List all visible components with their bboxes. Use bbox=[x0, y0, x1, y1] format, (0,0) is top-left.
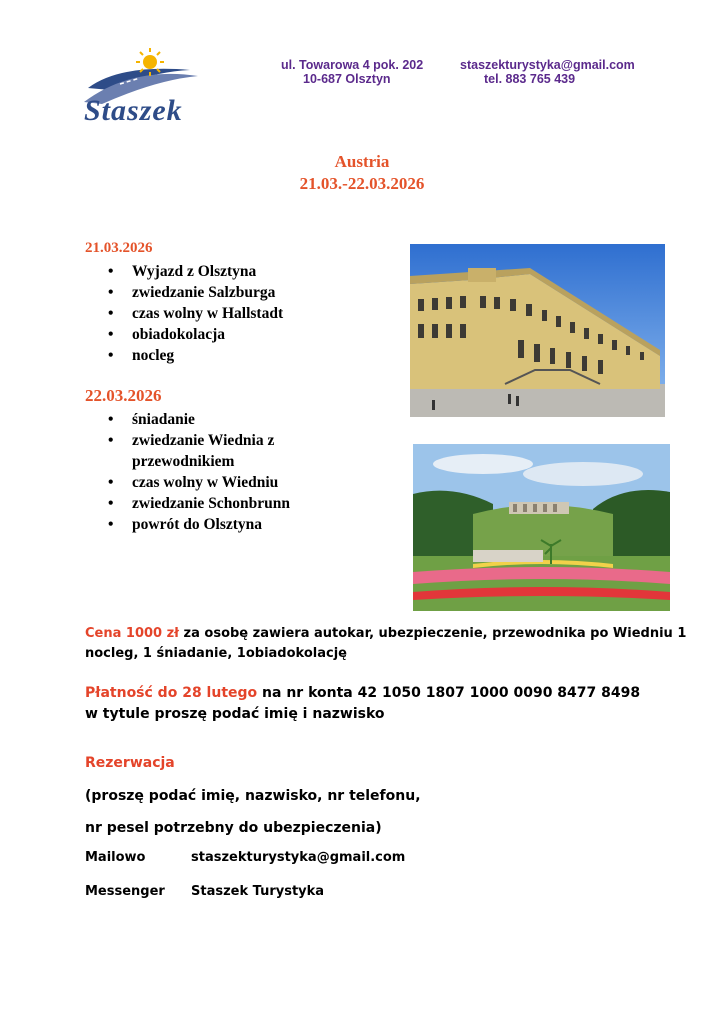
payment-account: na nr konta 42 1050 1807 1000 0090 8477 8498 bbox=[257, 685, 641, 701]
list-item: • czas wolny w Wiedniu bbox=[108, 472, 308, 493]
payment-highlight: Płatność do 28 lutego bbox=[85, 685, 258, 701]
list-item: • Wyjazd z Olsztyna bbox=[108, 261, 338, 282]
logo-text: Staszek bbox=[84, 94, 183, 127]
address-line-1: ul. Towarowa 4 pok. 202 bbox=[281, 58, 424, 72]
company-logo bbox=[80, 44, 202, 134]
list-item: • powrót do Olsztyna bbox=[108, 514, 308, 535]
messenger-label: Messenger bbox=[85, 884, 165, 899]
list-item: • czas wolny w Hallstadt bbox=[108, 303, 338, 324]
mail-label: Mailowo bbox=[85, 850, 146, 865]
gardens-photo bbox=[413, 444, 670, 611]
header-email: staszekturystyka@gmail.com bbox=[460, 58, 635, 72]
header-phone: tel. 883 765 439 bbox=[484, 72, 576, 86]
reservation-line-1: (proszę podać imię, nazwisko, nr telefonu, bbox=[85, 788, 421, 804]
list-item: • zwiedzanie Wiednia z przewodnikiem bbox=[108, 430, 308, 472]
trip-destination: Austria bbox=[334, 152, 390, 171]
list-item: • zwiedzanie Salzburga bbox=[108, 282, 338, 303]
day-2-date: 22.03.2026 bbox=[85, 386, 162, 405]
day-1-date: 21.03.2026 bbox=[85, 240, 153, 256]
trip-dates: 21.03.-22.03.2026 bbox=[299, 174, 425, 193]
price-line-1 bbox=[85, 623, 705, 645]
reservation-heading: Rezerwacja bbox=[85, 755, 175, 771]
reservation-line-2: nr pesel potrzebny do ubezpieczenia) bbox=[85, 820, 382, 836]
list-item: • śniadanie bbox=[108, 409, 308, 430]
palace-photo bbox=[410, 244, 665, 417]
price-highlight: Cena 1000 zł bbox=[85, 626, 180, 641]
list-item: • zwiedzanie Schonbrunn bbox=[108, 493, 308, 514]
payment-line-1 bbox=[85, 682, 705, 704]
list-item: • nocleg bbox=[108, 345, 338, 366]
list-item: • obiadokolacja bbox=[108, 324, 338, 345]
price-details: za osobę zawiera autokar, ubezpieczenie, przewodnika po Wiedniu 1 bbox=[179, 626, 687, 641]
day-2-items bbox=[108, 409, 308, 535]
address-line-2: 10-687 Olsztyn bbox=[303, 72, 391, 86]
messenger-value[interactable]: Staszek Turystyka bbox=[191, 884, 325, 899]
payment-line-2: w tytule proszę podać imię i nazwisko bbox=[85, 706, 385, 722]
mail-value[interactable]: staszekturystyka@gmail.com bbox=[191, 850, 406, 865]
price-line-2: nocleg, 1 śniadanie, 1obiadokolację bbox=[85, 646, 347, 661]
day-1-items bbox=[108, 261, 338, 366]
